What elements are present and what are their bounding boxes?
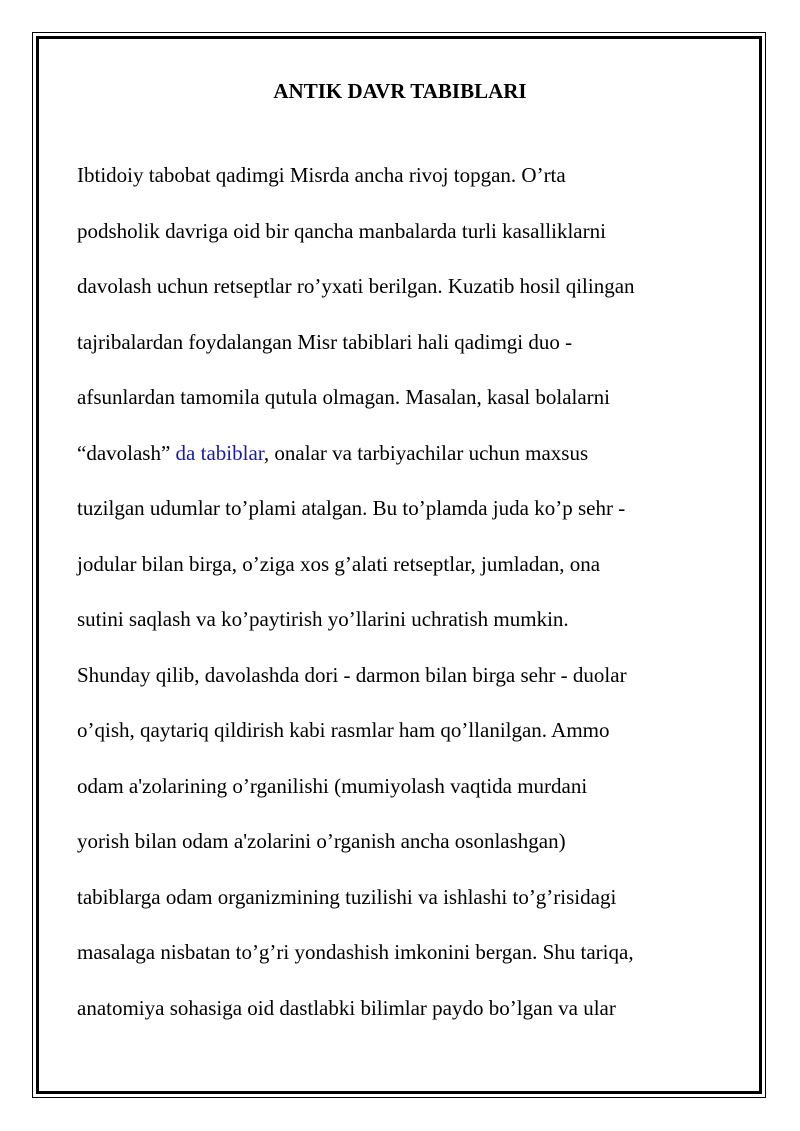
document-title: ANTIK DAVR TABIBLARI xyxy=(273,79,527,103)
body-line-7: tuzilgan udumlar to’plami atalgan. Bu to’plamda juda ko’p sehr - xyxy=(77,496,626,520)
body-line-11: o’qish, qaytariq qildirish kabi rasmlar ham qo’llanilgan. Ammo xyxy=(77,718,610,742)
body-line-8: jodular bilan birga, o’ziga xos g’alati retseptlar, jumladan, ona xyxy=(77,551,601,576)
body-line-5: afsunlardan tamomila qutula olmagan. Masalan, kasal bolalarni xyxy=(77,385,610,409)
hyperlink-da-tabiblar[interactable]: da tabiblar xyxy=(175,440,264,465)
body-line-10: Shunday qilib, davolashda dori - darmon bilan birga sehr - duolar xyxy=(77,662,627,687)
body-line-12: odam a'zolarining o’rganilishi (mumiyolash vaqtida murdani xyxy=(77,773,588,798)
body-line-6-after: , onalar va tarbiyachilar uchun maxsus xyxy=(263,440,589,465)
body-line-3: davolash uchun retseptlar ro’yxati berilgan. Kuzatib hosil qilingan xyxy=(77,274,635,298)
body-line-6 xyxy=(77,426,737,482)
body-line-4: tajribalardan foydalangan Misr tabiblari hali qadimgi duo - xyxy=(77,329,573,354)
body-line-14: tabiblarga odam organizmining tuzilishi va ishlashi to’g’risidagi xyxy=(77,884,617,909)
body-line-1: Ibtidoiy tabobat qadimgi Misrda ancha rivoj topgan. O’rta xyxy=(77,163,566,187)
body-line-15: masalaga nisbatan to’g’ri yondashish imkonini bergan. Shu tariqa, xyxy=(77,940,634,964)
body-line-6-before: “davolash” xyxy=(77,440,176,465)
body-line-9: sutini saqlash va ko’paytirish yo’llarini uchratish mumkin. xyxy=(77,607,569,631)
document-body xyxy=(77,148,737,1036)
body-line-2: podsholik davriga oid bir qancha manbalarda turli kasalliklarni xyxy=(77,218,606,243)
body-line-13: yorish bilan odam a'zolarini o’rganish ancha osonlashgan) xyxy=(77,829,566,853)
body-line-16: anatomiya sohasiga oid dastlabki bilimlar paydo bo’lgan va ular xyxy=(77,995,616,1020)
